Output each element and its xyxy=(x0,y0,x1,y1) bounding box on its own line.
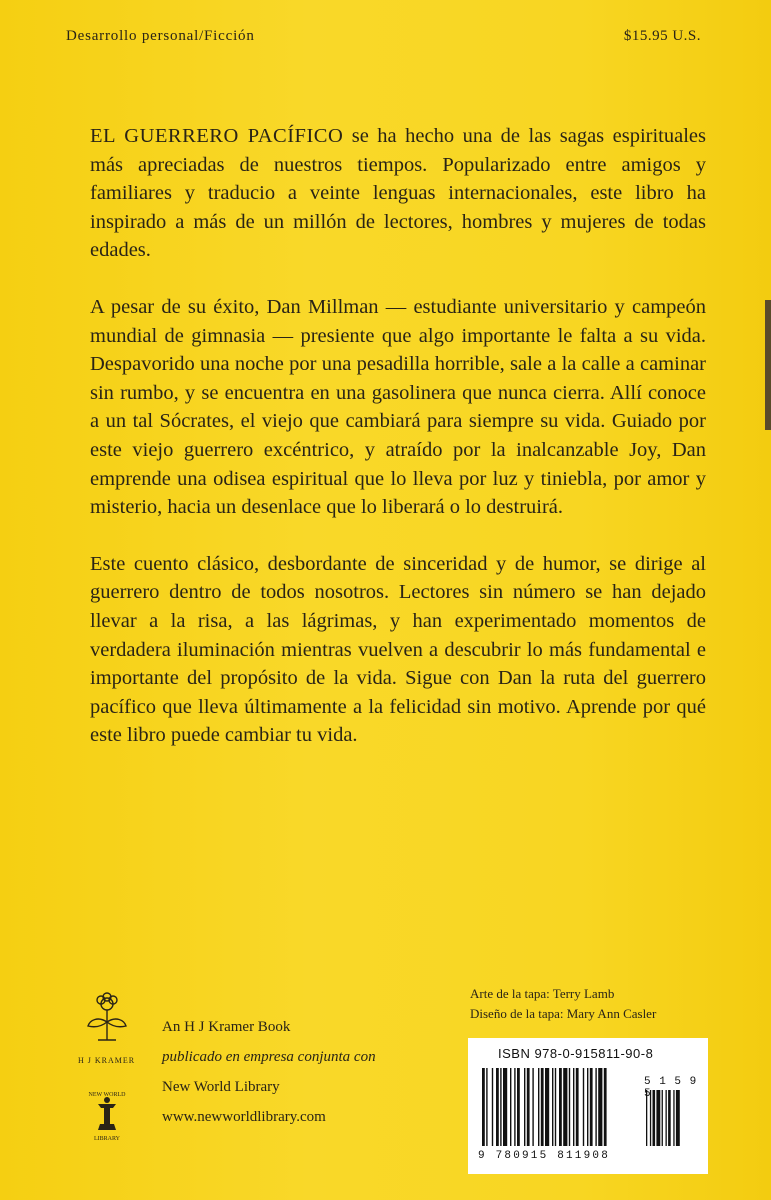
publisher-imprint xyxy=(162,1012,376,1132)
blurb-paragraph-1 xyxy=(90,122,706,265)
hj-kramer-logo-label: H J KRAMER xyxy=(78,1056,136,1065)
nwl-logo-text-top: NEW WORLD xyxy=(88,1092,126,1098)
cover-credits xyxy=(470,984,656,1024)
barcode-panel xyxy=(468,1038,708,1174)
isbn-number: ISBN 978-0-915811-90-8 xyxy=(498,1046,654,1061)
price-code: 5 1 5 9 5 xyxy=(644,1076,698,1100)
blurb-paragraph-2: A pesar de su éxito, Dan Millman — estudiante universitario y campeón mundial de gimnasia — presiente que algo importante le falta a su vida. Despavorido una noche por una pesadilla horrible, sale a la calle a caminar sin rumbo, y se encuentra en una gasolinera que nunca cierra. Allí conoce a un tal Sócrates, el viejo que cambiará para siempre su vida. Guiado por este viejo guerrero excéntrico, y atraído por la inalcanzable Joy, Dan emprende una odisea espiritual que lo lleva por luz y tiniebla, por amor y misterio, hacia un desenlace que lo liberará o lo destruirá. xyxy=(90,295,706,519)
imprint-line-2: publicado en empresa conjunta con xyxy=(162,1049,376,1065)
page-edge-shadow xyxy=(765,300,771,430)
new-world-library-logo-icon xyxy=(80,1088,134,1144)
blurb xyxy=(90,122,706,778)
ean-digits: 9 780915 811908 xyxy=(478,1150,611,1162)
publisher-website: www.newworldlibrary.com xyxy=(162,1109,326,1125)
imprint-line-3: New World Library xyxy=(162,1079,280,1095)
imprint-line-1: An H J Kramer Book xyxy=(162,1019,291,1035)
book-title: EL GUERRERO PACÍFICO xyxy=(90,125,344,147)
blurb-paragraph-1-text: se ha hecho una de las sagas espirituales más apreciadas de nuestros tiempos. Popularizado entre amigos y familiares y traducio a veinte lenguas internacionales, este libro ha inspirado a más de un millón de lectores, hombres y mujeres de todas edades. xyxy=(90,125,706,262)
cover-art-credit: Arte de la tapa: Terry Lamb xyxy=(470,986,615,1001)
nwl-logo-text-bottom: LIBRARY xyxy=(93,1136,121,1142)
blurb-paragraph-3: Este cuento clásico, desbordante de sinceridad y de humor, se dirige al guerrero dentro de todos nosotros. Lectores sin número se han dejado llevar a la risa, a las lágrimas, y han experimentado momentos de verdadera iluminación mientras vuelven a descubrir lo más fundamental e importante del propósito de la vida. Sigue con Dan la ruta del guerrero pacífico que lleva últimamente a la felicidad sin motivo. Aprende por qué este libro puede cambiar tu vida. xyxy=(90,552,706,747)
cover-design-credit: Diseño de la tapa: Mary Ann Casler xyxy=(470,1006,657,1021)
hj-kramer-flower-logo-icon xyxy=(80,990,134,1046)
price-label: $15.95 U.S. xyxy=(623,28,701,44)
category-label: Desarrollo personal/Ficción xyxy=(66,28,255,44)
